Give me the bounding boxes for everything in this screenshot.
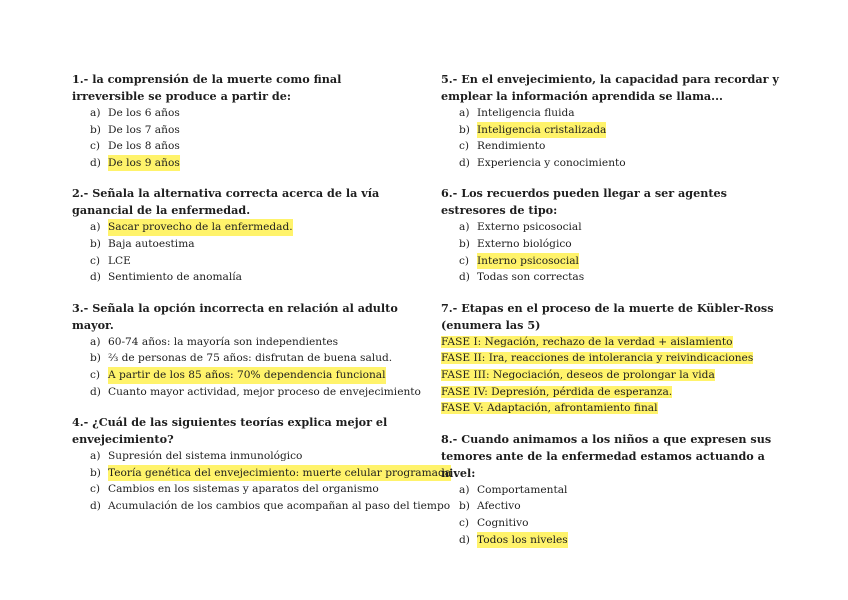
option-letter: c) xyxy=(90,483,101,496)
answer-option xyxy=(441,498,781,515)
phase-text: FASE V: Adaptación, afrontamiento final xyxy=(441,402,658,415)
option-letter: b) xyxy=(459,500,470,513)
question-title: 4.- ¿Cuál de las siguientes teorías explica mejor el envejecimiento? xyxy=(72,415,388,447)
answer-option xyxy=(72,367,402,384)
option-text: Baja autoestima xyxy=(108,237,195,250)
option-letter: b) xyxy=(90,466,101,479)
answer-option xyxy=(441,219,781,236)
option-letter: a) xyxy=(459,221,470,234)
answer-option xyxy=(441,482,781,499)
option-text: 60-74 años: la mayoría son independientes xyxy=(108,335,339,348)
phase-line xyxy=(441,334,781,351)
question-title: 5.- En el envejecimiento, la capacidad para recordar y emplear la información aprendida se llama... xyxy=(441,72,779,103)
highlighted-answer-text: De los 9 años xyxy=(108,155,180,172)
option-text: De los 8 años xyxy=(108,140,180,153)
right-column xyxy=(441,71,781,562)
phase-line xyxy=(441,384,781,401)
question-1 xyxy=(72,71,402,171)
highlighted-answer-text: Todos los niveles xyxy=(477,532,568,549)
answer-option xyxy=(441,515,781,532)
question-title: 8.- Cuando animamos a los niños a que expresen sus temores ante de la enfermedad estamos actuando a nivel: xyxy=(441,431,772,480)
answer-option xyxy=(72,481,402,498)
option-letter: d) xyxy=(90,156,101,169)
option-text: ⅔ de personas de 75 años: disfrutan de buena salud. xyxy=(108,352,393,365)
phase-text: FASE II: Ira, reacciones de intolerancia y reivindicaciones xyxy=(441,352,754,365)
question-8 xyxy=(441,431,781,548)
option-text: Externo biológico xyxy=(477,237,572,250)
option-text: Cambios en los sistemas y aparatos del organismo xyxy=(108,483,379,496)
question-7 xyxy=(441,300,781,417)
answer-option xyxy=(441,253,781,270)
answer-option xyxy=(72,219,402,236)
option-text: De los 6 años xyxy=(108,107,180,119)
question-title: 7.- Etapas en el proceso de la muerte de Kübler-Ross (enumera las 5) xyxy=(441,300,774,332)
option-text: Cognitivo xyxy=(477,516,529,529)
highlighted-answer-text: Interno psicosocial xyxy=(477,253,579,270)
answer-option xyxy=(72,465,452,482)
option-letter: c) xyxy=(459,516,470,529)
option-letter: d) xyxy=(90,385,101,398)
option-text: De los 7 años xyxy=(108,123,180,136)
option-text: Inteligencia fluida xyxy=(477,107,575,119)
option-letter: a) xyxy=(90,450,101,463)
answer-option xyxy=(441,138,781,155)
option-letter: c) xyxy=(90,254,101,267)
answer-option xyxy=(72,253,402,270)
option-letter: b) xyxy=(90,123,101,136)
question-6 xyxy=(441,185,781,285)
option-text: Todas son correctas xyxy=(477,271,585,284)
option-letter: a) xyxy=(90,335,101,348)
option-letter: a) xyxy=(90,107,101,119)
option-letter: c) xyxy=(459,254,470,267)
question-4 xyxy=(72,414,452,514)
option-letter: d) xyxy=(90,271,101,284)
answer-option xyxy=(72,138,402,155)
answer-option xyxy=(441,236,781,253)
phase-text: FASE I: Negación, rechazo de la verdad + aislamiento xyxy=(441,335,733,348)
option-letter: a) xyxy=(459,107,470,119)
answer-option xyxy=(72,384,421,401)
answer-option xyxy=(72,155,402,172)
question-title: 3.- Señala la opción incorrecta en relación al adulto mayor. xyxy=(72,300,398,332)
answer-option xyxy=(72,448,402,465)
phase-text: FASE IV: Depresión, pérdida de esperanza. xyxy=(441,385,673,398)
phase-line xyxy=(441,400,781,417)
option-letter: c) xyxy=(90,140,101,153)
highlighted-answer-text: A partir de los 85 años: 70% dependencia funcional xyxy=(108,367,386,384)
highlighted-answer-text: Teoría genética del envejecimiento: muerte celular programada xyxy=(108,465,451,482)
highlighted-answer-text: Inteligencia cristalizada xyxy=(477,122,606,139)
option-letter: d) xyxy=(459,271,470,284)
answer-option xyxy=(441,269,781,286)
answer-option xyxy=(441,532,781,549)
answer-option xyxy=(441,122,781,139)
left-column xyxy=(72,71,452,529)
option-letter: c) xyxy=(459,140,470,153)
answer-option xyxy=(72,236,402,253)
option-text: Cuanto mayor actividad, mejor proceso de envejecimiento xyxy=(108,385,421,398)
option-text: Sentimiento de anomalía xyxy=(108,271,242,284)
question-title: 1.- la comprensión de la muerte como final irreversible se produce a partir de: xyxy=(72,72,342,103)
option-letter: b) xyxy=(90,352,101,365)
answer-option xyxy=(72,269,402,286)
answer-option xyxy=(72,122,402,139)
option-text: Comportamental xyxy=(477,483,568,496)
answer-option xyxy=(72,350,402,367)
phase-line xyxy=(441,367,781,384)
question-title: 2.- Señala la alternativa correcta acerca de la vía ganancial de la enfermedad. xyxy=(72,186,380,218)
phase-text: FASE III: Negociación, deseos de prolongar la vida xyxy=(441,368,715,381)
answer-option xyxy=(441,155,781,172)
option-letter: a) xyxy=(90,221,101,234)
question-5 xyxy=(441,71,781,171)
option-text: Afectivo xyxy=(477,500,521,513)
highlighted-answer-text: Sacar provecho de la enfermedad. xyxy=(108,219,293,236)
option-letter: a) xyxy=(459,483,470,496)
option-text: Externo psicosocial xyxy=(477,221,582,234)
option-letter: b) xyxy=(459,237,470,250)
option-text: Acumulación de los cambios que acompañan al paso del tiempo xyxy=(108,499,451,512)
option-letter: c) xyxy=(90,368,101,381)
option-letter: b) xyxy=(90,237,101,250)
answer-option xyxy=(72,498,451,515)
answer-option xyxy=(72,334,402,351)
option-letter: d) xyxy=(459,533,470,546)
question-title: 6.- Los recuerdos pueden llegar a ser agentes estresores de tipo: xyxy=(441,186,727,218)
option-text: Experiencia y conocimiento xyxy=(477,156,626,169)
answer-option xyxy=(72,105,402,122)
option-letter: d) xyxy=(90,499,101,512)
option-text: Rendimiento xyxy=(477,140,546,153)
phase-line xyxy=(441,350,781,367)
option-letter: d) xyxy=(459,156,470,169)
question-3 xyxy=(72,300,421,400)
option-text: LCE xyxy=(108,254,131,267)
option-text: Supresión del sistema inmunológico xyxy=(108,450,303,463)
answer-option xyxy=(441,105,781,122)
option-letter: b) xyxy=(459,123,470,136)
question-2 xyxy=(72,185,402,285)
